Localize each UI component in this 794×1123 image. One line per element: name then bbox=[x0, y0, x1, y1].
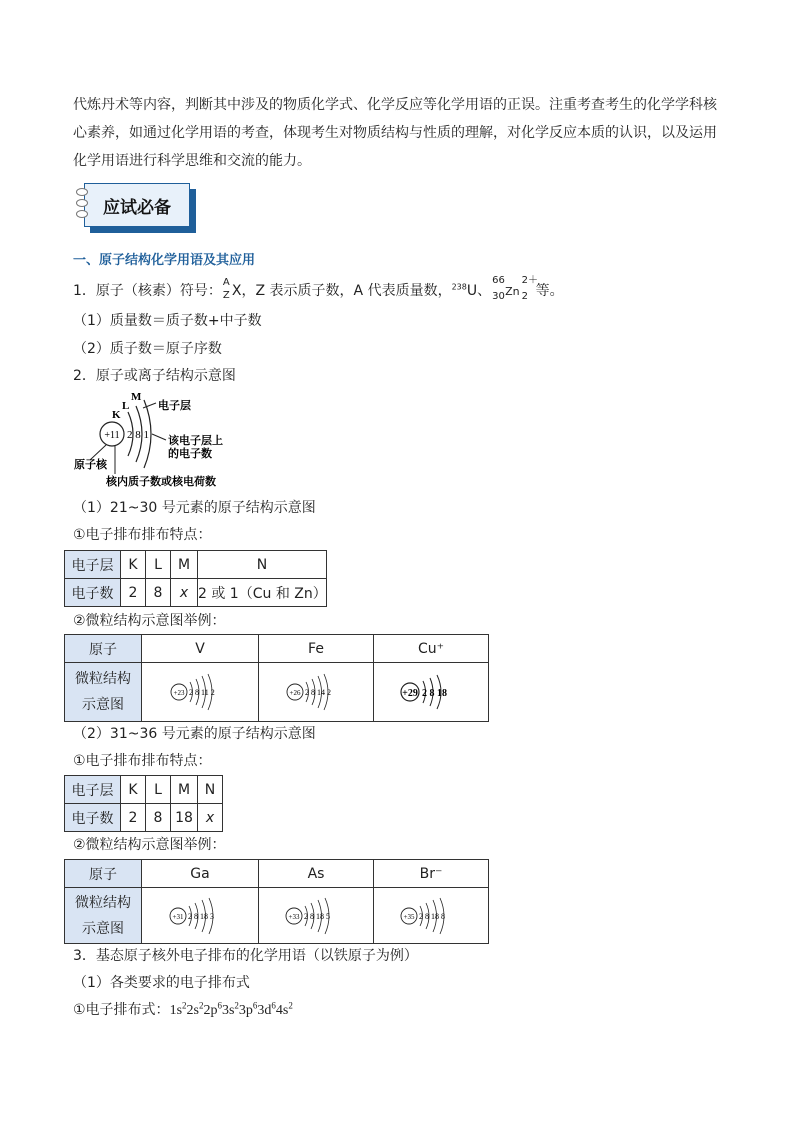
item-3-1: （1）各类要求的电子排布式 bbox=[73, 975, 250, 991]
label-nucleus: 原子核 bbox=[74, 458, 107, 471]
item-1-2: （2）质子数＝原子序数 bbox=[73, 341, 222, 357]
table-row bbox=[65, 663, 489, 722]
table-cell bbox=[374, 888, 489, 944]
shell-label-k: K bbox=[112, 409, 121, 421]
part-1-sub-1: ①电子排布排布特点： bbox=[73, 527, 212, 543]
shell-numbers: 2 8 18 3 bbox=[188, 911, 214, 921]
shell-numbers: 2 8 18 bbox=[422, 688, 447, 699]
zinc-suffix: 2＋ 2 bbox=[521, 275, 539, 302]
spiral-ring-icon bbox=[76, 199, 88, 207]
table-row bbox=[65, 804, 223, 832]
config-exponent: 2 bbox=[198, 1000, 204, 1011]
spiral-ring-icon bbox=[76, 188, 88, 196]
diagram-nucleus-charge: +11 bbox=[104, 430, 120, 441]
item-2: 2．原子或离子结构示意图 bbox=[73, 368, 236, 384]
shell-numbers: 2 8 11 2 bbox=[189, 688, 215, 697]
item-1-suffix: 等。 bbox=[535, 283, 564, 299]
table-header-cell: K bbox=[121, 776, 146, 804]
table-cell: x bbox=[198, 804, 223, 832]
item-1-prefix: 1．原子（核素）符号： bbox=[73, 283, 222, 299]
item-1-1: （1）质量数＝质子数+中子数 bbox=[73, 313, 262, 329]
table-header-cell: M bbox=[171, 551, 198, 579]
atom-diagram-ga bbox=[164, 896, 236, 936]
nucleus-charge: +31 bbox=[172, 912, 184, 921]
label-shell-electrons-2: 的电子数 bbox=[168, 447, 212, 460]
spiral-ring-icon bbox=[76, 210, 88, 218]
shell-numbers: 2 8 18 8 bbox=[419, 911, 445, 921]
table-cell bbox=[142, 663, 259, 722]
table-cell-row-label bbox=[65, 888, 142, 944]
nucleus-charge: +29 bbox=[402, 688, 418, 699]
table-particle-diagrams-31-36 bbox=[64, 859, 489, 944]
shell-label-m: M bbox=[131, 391, 142, 403]
config-orbital: 3d bbox=[257, 1003, 272, 1018]
config-exponent: 6 bbox=[271, 1000, 276, 1011]
table-row bbox=[65, 860, 489, 888]
table-cell: 18 bbox=[171, 804, 198, 832]
table-cell: 2 或 1（Cu 和 Zn） bbox=[198, 579, 327, 607]
table-cell-row-label bbox=[65, 663, 142, 722]
section-heading: 应试必备 bbox=[103, 198, 171, 218]
table-header-cell: L bbox=[146, 551, 171, 579]
table-header-cell: L bbox=[146, 776, 171, 804]
table-cell bbox=[374, 663, 489, 722]
intro-paragraph bbox=[73, 91, 733, 175]
table-cell bbox=[259, 888, 374, 944]
table-cell: 电子数 bbox=[65, 579, 121, 607]
table-header-cell: V bbox=[142, 635, 259, 663]
part-1-sub-2: ②微粒结构示意图举例： bbox=[73, 613, 226, 629]
table-header-cell: K bbox=[121, 551, 146, 579]
table-row bbox=[65, 888, 489, 944]
intro-line-3: 化学用语进行科学思维和交流的能力。 bbox=[73, 153, 311, 169]
table-row bbox=[65, 776, 223, 804]
nucleus-charge: +33 bbox=[288, 912, 300, 921]
section-1-title: 一、原子结构化学用语及其应用 bbox=[73, 253, 256, 268]
pointer-line-electrons bbox=[152, 434, 166, 440]
config-exponent: 2 bbox=[288, 1000, 293, 1011]
config-orbital: 1s bbox=[169, 1003, 183, 1018]
table-cell: 电子数 bbox=[65, 804, 121, 832]
shell-numbers: 2 8 14 2 bbox=[305, 688, 331, 697]
part-2-sub-2: ②微粒结构示意图举例： bbox=[73, 837, 226, 853]
nuclide-prefix bbox=[222, 277, 232, 301]
intro-line-2: 心素养，如通过化学用语的考查，体现考生对物质结构与性质的理解，对化学反应本质的认识，以及运用 bbox=[73, 125, 717, 141]
table-cell: 8 bbox=[146, 579, 171, 607]
shell-label-l: L bbox=[122, 400, 130, 412]
table-header-cell: Ga bbox=[142, 860, 259, 888]
table-header-cell: 电子层 bbox=[65, 776, 121, 804]
table-cell bbox=[142, 888, 259, 944]
table-cell: 2 bbox=[121, 579, 146, 607]
part-2-title: （2）31~36 号元素的原子结构示意图 bbox=[73, 726, 316, 742]
intro-line-1: 代炼丹术等内容，判断其中涉及的物质化学式、化学反应等化学用语的正误。注重考查考生的化学学科核 bbox=[73, 97, 717, 113]
table-row bbox=[65, 551, 327, 579]
zinc-prefix bbox=[491, 275, 505, 302]
zinc-symbol: Zn bbox=[505, 285, 520, 298]
config-orbital: 2p bbox=[203, 1003, 218, 1018]
shell-numbers: 2 8 18 5 bbox=[304, 911, 330, 921]
table-cell bbox=[259, 663, 374, 722]
element-symbol-X: X bbox=[231, 283, 242, 299]
table-electron-config-21-30 bbox=[64, 550, 327, 607]
uranium-symbol: U、 bbox=[466, 283, 492, 299]
label-electron-shell: 电子层 bbox=[158, 399, 191, 412]
config-orbital: 2s bbox=[186, 1003, 199, 1018]
atomic-number-Z: Z bbox=[222, 290, 230, 301]
table-row bbox=[65, 635, 489, 663]
table-header-cell: M bbox=[171, 776, 198, 804]
item-1-description: ，Z 表示质子数，A 代表质量数， bbox=[241, 283, 452, 299]
part-1-title: （1）21~30 号元素的原子结构示意图 bbox=[73, 500, 316, 516]
zinc-mass: 66 bbox=[492, 275, 505, 286]
atom-diagram-cu-ion bbox=[396, 672, 466, 712]
nucleus-charge: +23 bbox=[173, 689, 185, 697]
table-cell: x bbox=[171, 579, 198, 607]
table-cell: 2 bbox=[121, 804, 146, 832]
row-label-line-2: 示意图 bbox=[82, 920, 124, 937]
table-row bbox=[65, 579, 327, 607]
atom-diagram-fe bbox=[281, 672, 351, 712]
atom-diagram-v bbox=[165, 672, 235, 712]
atom-diagram-br-ion bbox=[395, 896, 467, 936]
config-exponent: 6 bbox=[252, 1000, 258, 1011]
config-exponent: 2 bbox=[182, 1000, 187, 1011]
label-nuclear-charge: 核内质子数或核电荷数 bbox=[106, 475, 216, 488]
table-header-cell: 原子 bbox=[65, 860, 142, 888]
table-header-cell: As bbox=[259, 860, 374, 888]
config-orbital: 4s bbox=[275, 1003, 289, 1018]
atom-diagram-as bbox=[280, 896, 352, 936]
table-particle-diagrams-21-30 bbox=[64, 634, 489, 722]
label-shell-electrons-1: 该电子层上 bbox=[168, 434, 223, 447]
table-header-cell: N bbox=[198, 551, 327, 579]
config-exponent: 2 bbox=[234, 1000, 239, 1011]
nucleus-charge: +35 bbox=[403, 912, 415, 921]
table-header-cell: N bbox=[198, 776, 223, 804]
table-cell: 8 bbox=[146, 804, 171, 832]
table-header-cell: 原子 bbox=[65, 635, 142, 663]
electron-config-label: ①电子排布式： bbox=[73, 1002, 170, 1018]
item-1-nuclide-symbol bbox=[73, 275, 564, 302]
table-header-cell: Br⁻ bbox=[374, 860, 489, 888]
part-2-sub-1: ①电子排布排布特点： bbox=[73, 753, 212, 769]
config-exponent: 6 bbox=[217, 1000, 222, 1011]
table-header-cell: Fe bbox=[259, 635, 374, 663]
item-3: 3．基态原子核外电子排布的化学用语（以铁原子为例） bbox=[73, 948, 418, 964]
zinc-charge: 2＋ bbox=[521, 275, 539, 286]
zinc-atomic-number: 30 bbox=[492, 291, 505, 302]
config-orbital: 3s bbox=[221, 1003, 235, 1018]
atom-structure-diagram bbox=[70, 388, 250, 492]
electron-configuration bbox=[73, 999, 293, 1019]
table-header-cell: 电子层 bbox=[65, 551, 121, 579]
mass-number-A: A bbox=[222, 277, 230, 288]
nucleus-charge: +26 bbox=[289, 689, 301, 697]
diagram-shell-numbers: 2 8 1 bbox=[127, 429, 149, 441]
uranium-mass: 238 bbox=[451, 282, 467, 292]
table-header-cell: Cu⁺ bbox=[374, 635, 489, 663]
row-label-line-1: 微粒结构 bbox=[75, 894, 131, 911]
row-label-line-1: 微粒结构 bbox=[75, 671, 131, 687]
table-electron-config-31-36 bbox=[64, 775, 223, 832]
row-label-line-2: 示意图 bbox=[82, 697, 124, 713]
config-orbital: 3p bbox=[238, 1003, 253, 1018]
